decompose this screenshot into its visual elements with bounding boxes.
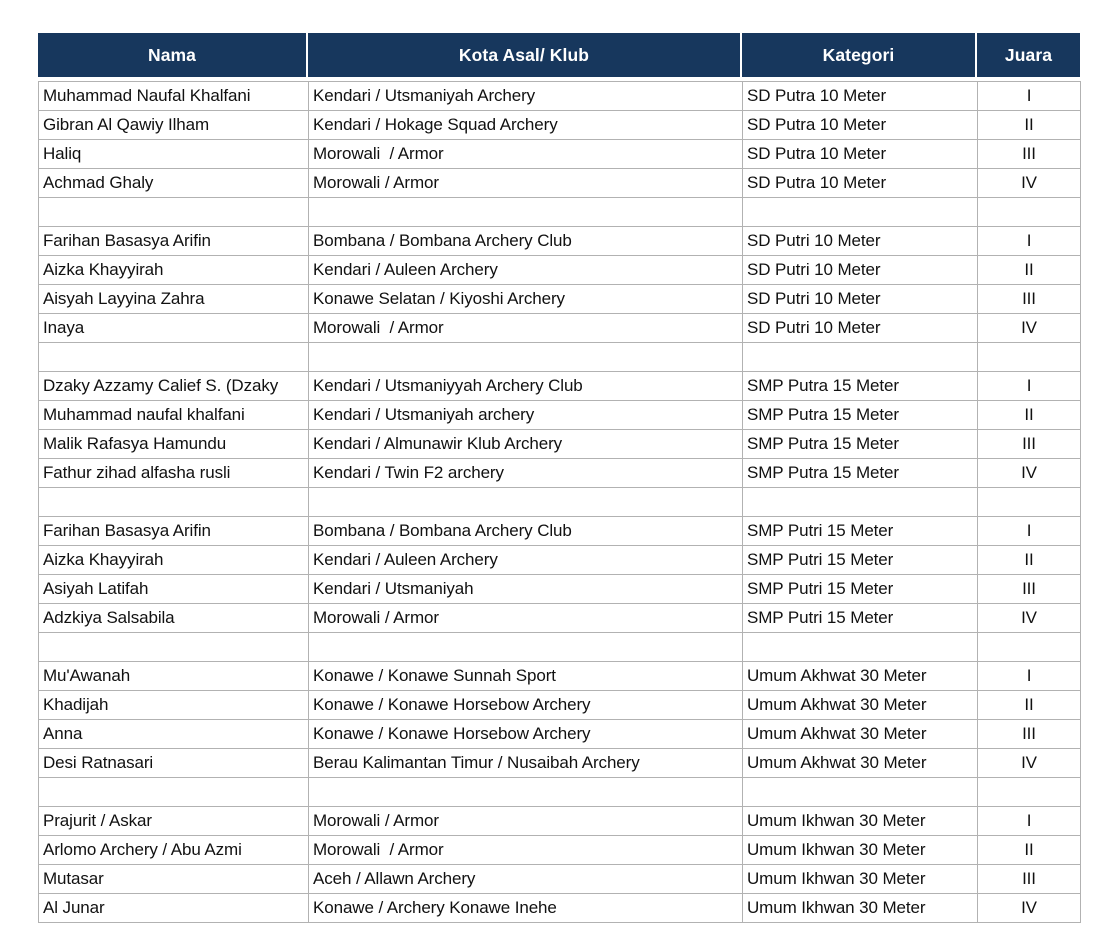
spacer-row <box>39 488 1081 517</box>
table-row <box>39 662 1081 691</box>
header-cell-nama[interactable]: Nama <box>38 33 308 77</box>
juara-cell[interactable]: IV <box>978 604 1081 633</box>
kota-cell[interactable]: Morowali / Armor <box>309 836 743 865</box>
kategori-cell[interactable]: Umum Ikhwan 30 Meter <box>743 836 978 865</box>
kota-cell[interactable]: Aceh / Allawn Archery <box>309 865 743 894</box>
kota-cell[interactable]: Konawe Selatan / Kiyoshi Archery <box>309 285 743 314</box>
kota-cell[interactable]: Morowali / Armor <box>309 314 743 343</box>
juara-cell[interactable]: IV <box>978 459 1081 488</box>
nama-cell[interactable]: Malik Rafasya Hamundu <box>39 430 309 459</box>
juara-cell[interactable]: I <box>978 372 1081 401</box>
kota-cell[interactable]: Morowali / Armor <box>309 604 743 633</box>
juara-cell[interactable]: I <box>978 662 1081 691</box>
juara-cell[interactable]: I <box>978 82 1081 111</box>
nama-cell[interactable]: Adzkiya Salsabila <box>39 604 309 633</box>
kota-cell[interactable]: Morowali / Armor <box>309 807 743 836</box>
kategori-cell[interactable]: Umum Akhwat 30 Meter <box>743 662 978 691</box>
kategori-cell[interactable]: Umum Ikhwan 30 Meter <box>743 865 978 894</box>
juara-cell[interactable]: IV <box>978 314 1081 343</box>
table-header-row <box>38 33 1080 77</box>
kategori-cell[interactable]: SMP Putra 15 Meter <box>743 430 978 459</box>
spacer-row <box>39 198 1081 227</box>
table-row <box>39 807 1081 836</box>
nama-cell[interactable]: Aizka Khayyirah <box>39 546 309 575</box>
kategori-cell[interactable]: SD Putri 10 Meter <box>743 314 978 343</box>
table-row <box>39 401 1081 430</box>
kota-cell[interactable]: Kendari / Auleen Archery <box>309 546 743 575</box>
empty-cell <box>39 778 309 807</box>
kategori-cell[interactable]: SD Putri 10 Meter <box>743 285 978 314</box>
juara-cell[interactable]: IV <box>978 749 1081 778</box>
table-row <box>39 372 1081 401</box>
table-row <box>39 720 1081 749</box>
kategori-cell[interactable]: SMP Putri 15 Meter <box>743 575 978 604</box>
nama-cell[interactable]: Mu'Awanah <box>39 662 309 691</box>
nama-cell[interactable]: Muhammad naufal khalfani <box>39 401 309 430</box>
kategori-cell[interactable]: Umum Ikhwan 30 Meter <box>743 807 978 836</box>
kota-cell[interactable]: Kendari / Utsmaniyyah Archery Club <box>309 372 743 401</box>
table-row <box>39 82 1081 111</box>
kategori-cell[interactable]: SMP Putra 15 Meter <box>743 459 978 488</box>
juara-cell[interactable]: IV <box>978 894 1081 923</box>
empty-cell <box>743 633 978 662</box>
kategori-cell[interactable]: SMP Putri 15 Meter <box>743 604 978 633</box>
kota-cell[interactable]: Berau Kalimantan Timur / Nusaibah Archery <box>309 749 743 778</box>
kota-cell[interactable]: Kendari / Utsmaniyah archery <box>309 401 743 430</box>
nama-cell[interactable]: Dzaky Azzamy Calief S. (Dzaky <box>39 372 309 401</box>
nama-cell[interactable]: Muhammad Naufal Khalfani <box>39 82 309 111</box>
kategori-cell[interactable]: Umum Akhwat 30 Meter <box>743 691 978 720</box>
juara-cell[interactable]: III <box>978 285 1081 314</box>
header-cell-kota-asal-klub[interactable]: Kota Asal/ Klub <box>308 33 742 77</box>
table-row <box>39 865 1081 894</box>
kota-cell[interactable]: Konawe / Archery Konawe Inehe <box>309 894 743 923</box>
kategori-cell[interactable]: SMP Putra 15 Meter <box>743 401 978 430</box>
juara-cell[interactable]: I <box>978 227 1081 256</box>
kategori-cell[interactable]: SMP Putra 15 Meter <box>743 372 978 401</box>
nama-cell[interactable]: Farihan Basasya Arifin <box>39 227 309 256</box>
juara-cell[interactable]: I <box>978 517 1081 546</box>
table-row <box>39 691 1081 720</box>
empty-cell <box>309 778 743 807</box>
table-row <box>39 517 1081 546</box>
nama-cell[interactable]: Desi Ratnasari <box>39 749 309 778</box>
kategori-cell[interactable]: Umum Ikhwan 30 Meter <box>743 894 978 923</box>
nama-cell[interactable]: Inaya <box>39 314 309 343</box>
juara-cell[interactable]: IV <box>978 169 1081 198</box>
header-cell-juara[interactable]: Juara <box>1004 44 1053 65</box>
table-row <box>39 575 1081 604</box>
kategori-cell[interactable]: Umum Akhwat 30 Meter <box>743 720 978 749</box>
table-row <box>39 111 1081 140</box>
table-row <box>39 430 1081 459</box>
kota-cell[interactable]: Kendari / Almunawir Klub Archery <box>309 430 743 459</box>
kota-cell[interactable]: Konawe / Konawe Horsebow Archery <box>309 691 743 720</box>
nama-cell[interactable]: Anna <box>39 720 309 749</box>
kota-cell[interactable]: Kendari / Hokage Squad Archery <box>309 111 743 140</box>
spacer-row <box>39 343 1081 372</box>
nama-cell[interactable]: Al Junar <box>39 894 309 923</box>
empty-cell <box>39 198 309 227</box>
juara-cell[interactable]: II <box>978 111 1081 140</box>
empty-cell <box>978 633 1081 662</box>
juara-cell[interactable]: III <box>978 140 1081 169</box>
empty-cell <box>978 198 1081 227</box>
juara-cell[interactable]: II <box>978 401 1081 430</box>
empty-cell <box>39 488 309 517</box>
kota-cell[interactable]: Kendari / Twin F2 archery <box>309 459 743 488</box>
empty-cell <box>743 343 978 372</box>
nama-cell[interactable]: Aizka Khayyirah <box>39 256 309 285</box>
juara-cell[interactable]: III <box>978 720 1081 749</box>
kota-cell[interactable]: Kendari / Auleen Archery <box>309 256 743 285</box>
nama-cell[interactable]: Fathur zihad alfasha rusli <box>39 459 309 488</box>
nama-cell[interactable]: Gibran Al Qawiy Ilham <box>39 111 309 140</box>
table-row <box>39 314 1081 343</box>
juara-cell[interactable]: II <box>978 836 1081 865</box>
kota-cell[interactable]: Morowali / Armor <box>309 140 743 169</box>
nama-cell[interactable]: Farihan Basasya Arifin <box>39 517 309 546</box>
nama-cell[interactable]: Haliq <box>39 140 309 169</box>
empty-cell <box>39 633 309 662</box>
table-row <box>39 256 1081 285</box>
kategori-cell[interactable]: SD Putra 10 Meter <box>743 169 978 198</box>
juara-cell[interactable]: II <box>978 691 1081 720</box>
kota-cell[interactable]: Kendari / Utsmaniyah Archery <box>309 82 743 111</box>
juara-cell[interactable]: III <box>978 430 1081 459</box>
kategori-cell[interactable]: SMP Putri 15 Meter <box>743 517 978 546</box>
table-row <box>39 140 1081 169</box>
nama-cell[interactable]: Mutasar <box>39 865 309 894</box>
header-cell-kategori[interactable]: Kategori <box>742 33 977 77</box>
kategori-cell[interactable]: SD Putra 10 Meter <box>743 82 978 111</box>
nama-cell[interactable]: Arlomo Archery / Abu Azmi <box>39 836 309 865</box>
nama-cell[interactable]: Aisyah Layyina Zahra <box>39 285 309 314</box>
empty-cell <box>39 343 309 372</box>
empty-cell <box>743 488 978 517</box>
table-row <box>39 546 1081 575</box>
empty-cell <box>978 778 1081 807</box>
kategori-cell[interactable]: SMP Putri 15 Meter <box>743 546 978 575</box>
empty-cell <box>743 198 978 227</box>
juara-cell[interactable]: II <box>978 546 1081 575</box>
table-row <box>39 459 1081 488</box>
spacer-row <box>39 633 1081 662</box>
kategori-cell[interactable]: SD Putri 10 Meter <box>743 227 978 256</box>
nama-cell[interactable]: Khadijah <box>39 691 309 720</box>
juara-cell[interactable]: I <box>978 807 1081 836</box>
kategori-cell[interactable]: SD Putra 10 Meter <box>743 140 978 169</box>
table-row <box>39 285 1081 314</box>
kota-cell[interactable]: Morowali / Armor <box>309 169 743 198</box>
kota-cell[interactable]: Konawe / Konawe Horsebow Archery <box>309 720 743 749</box>
table-row <box>39 227 1081 256</box>
results-sheet <box>38 33 1080 923</box>
empty-cell <box>978 488 1081 517</box>
results-table-body <box>39 82 1081 923</box>
kategori-cell[interactable]: Umum Akhwat 30 Meter <box>743 749 978 778</box>
juara-cell[interactable]: III <box>978 575 1081 604</box>
table-row <box>39 749 1081 778</box>
kategori-cell[interactable]: SD Putra 10 Meter <box>743 111 978 140</box>
spacer-row <box>39 778 1081 807</box>
kategori-cell[interactable]: SD Putri 10 Meter <box>743 256 978 285</box>
table-row <box>39 894 1081 923</box>
kota-cell[interactable]: Bombana / Bombana Archery Club <box>309 517 743 546</box>
nama-cell[interactable]: Asiyah Latifah <box>39 575 309 604</box>
kota-cell[interactable]: Kendari / Utsmaniyah <box>309 575 743 604</box>
table-row <box>39 604 1081 633</box>
results-table <box>38 81 1081 923</box>
juara-cell[interactable]: II <box>978 256 1081 285</box>
kota-cell[interactable]: Konawe / Konawe Sunnah Sport <box>309 662 743 691</box>
table-row <box>39 836 1081 865</box>
empty-cell <box>309 198 743 227</box>
empty-cell <box>743 778 978 807</box>
empty-cell <box>309 343 743 372</box>
nama-cell[interactable]: Achmad Ghaly <box>39 169 309 198</box>
kota-cell[interactable]: Bombana / Bombana Archery Club <box>309 227 743 256</box>
nama-cell[interactable]: Prajurit / Askar <box>39 807 309 836</box>
empty-cell <box>978 343 1081 372</box>
empty-cell <box>309 633 743 662</box>
table-row <box>39 169 1081 198</box>
juara-cell[interactable]: III <box>978 865 1081 894</box>
empty-cell <box>309 488 743 517</box>
